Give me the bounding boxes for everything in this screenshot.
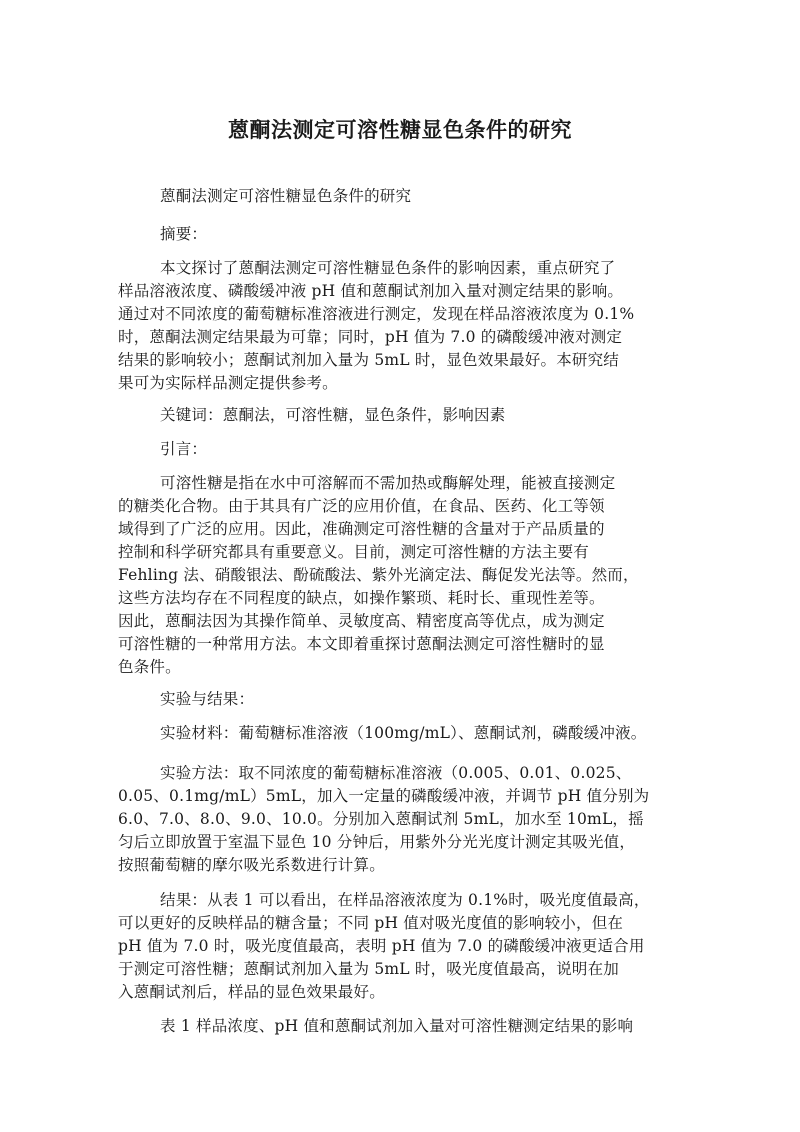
abstract-label: 摘要： bbox=[160, 225, 208, 243]
results-label: 实验与结果： bbox=[160, 690, 255, 708]
abstract-line: 本文探讨了蒽酮法测定可溶性糖显色条件的影响因素，重点研究了 bbox=[160, 259, 616, 277]
method-line: 6.0、7.0、8.0、9.0、10.0。分别加入蒽酮试剂 5mL，加水至 10mL，摇 bbox=[118, 810, 644, 828]
intro-line: 控制和科学研究都具有重要意义。目前，测定可溶性糖的方法主要有 bbox=[118, 543, 590, 561]
keywords: 关键词：蒽酮法，可溶性糖，显色条件，影响因素 bbox=[160, 406, 506, 424]
intro-line: 色条件。 bbox=[118, 658, 181, 676]
intro-line: Fehling 法、硝酸银法、酚硫酸法、紫外光滴定法、酶促发光法等。然而， bbox=[118, 566, 639, 584]
result-line: 可以更好的反映样品的糖含量；不同 pH 值对吸光度值的影响较小，但在 bbox=[118, 914, 624, 932]
intro-line: 域得到了广泛的应用。因此，准确测定可溶性糖的含量对于产品质量的 bbox=[118, 520, 605, 538]
document-title: 蒽酮法测定可溶性糖显色条件的研究 bbox=[228, 117, 572, 142]
result-line: 于测定可溶性糖；蒽酮试剂加入量为 5mL 时，吸光度值最高，说明在加 bbox=[118, 960, 620, 978]
materials: 实验材料：葡萄糖标准溶液（100mg/mL）、蒽酮试剂，磷酸缓冲液。 bbox=[160, 724, 647, 742]
method-line: 匀后立即放置于室温下显色 10 分钟后，用紫外分光光度计测定其吸光值， bbox=[118, 833, 636, 851]
result-line: pH 值为 7.0 时，吸光度值最高，表明 pH 值为 7.0 的磷酸缓冲液更适合用 bbox=[118, 937, 645, 955]
intro-label: 引言： bbox=[160, 440, 208, 458]
intro-line: 的糖类化合物。由于其具有广泛的应用价值，在食品、医药、化工等领 bbox=[118, 497, 605, 515]
result-line: 入蒽酮试剂后，样品的显色效果最好。 bbox=[118, 983, 385, 1001]
method-line: 按照葡萄糖的摩尔吸光系数进行计算。 bbox=[118, 856, 385, 874]
intro-line: 可溶性糖的一种常用方法。本文即着重探讨蒽酮法测定可溶性糖时的显 bbox=[118, 635, 605, 653]
intro-line: 这些方法均存在不同程度的缺点，如操作繁琐、耗时长、重现性差等。 bbox=[118, 589, 605, 607]
subtitle: 蒽酮法测定可溶性糖显色条件的研究 bbox=[160, 187, 412, 205]
abstract-line: 样品溶液浓度、磷酸缓冲液 pH 值和蒽酮试剂加入量对测定结果的影响。 bbox=[118, 282, 624, 300]
method-line: 0.05、0.1mg/mL）5mL，加入一定量的磷酸缓冲液，并调节 pH 值分别为 bbox=[118, 787, 650, 805]
abstract-line: 结果的影响较小；蒽酮试剂加入量为 5mL 时，显色效果最好。本研究结 bbox=[118, 351, 620, 369]
method-line: 实验方法：取不同浓度的葡萄糖标准溶液（0.005、0.01、0.025、 bbox=[160, 764, 632, 782]
abstract-line: 通过对不同浓度的葡萄糖标准溶液进行测定，发现在样品溶液浓度为 0.1% bbox=[118, 305, 635, 323]
abstract-line: 果可为实际样品测定提供参考。 bbox=[118, 374, 338, 392]
intro-line: 可溶性糖是指在水中可溶解而不需加热或酶解处理，能被直接测定 bbox=[160, 474, 616, 492]
abstract-line: 时，蒽酮法测定结果最为可靠；同时，pH 值为 7.0 的磷酸缓冲液对测定 bbox=[118, 328, 623, 346]
result-line: 结果：从表 1 可以看出，在样品溶液浓度为 0.1%时，吸光度值最高， bbox=[160, 891, 650, 909]
table-caption: 表 1 样品浓度、pH 值和蒽酮试剂加入量对可溶性糖测定结果的影响 bbox=[160, 1017, 634, 1035]
intro-line: 因此，蒽酮法因为其操作简单、灵敏度高、精密度高等优点，成为测定 bbox=[118, 612, 605, 630]
